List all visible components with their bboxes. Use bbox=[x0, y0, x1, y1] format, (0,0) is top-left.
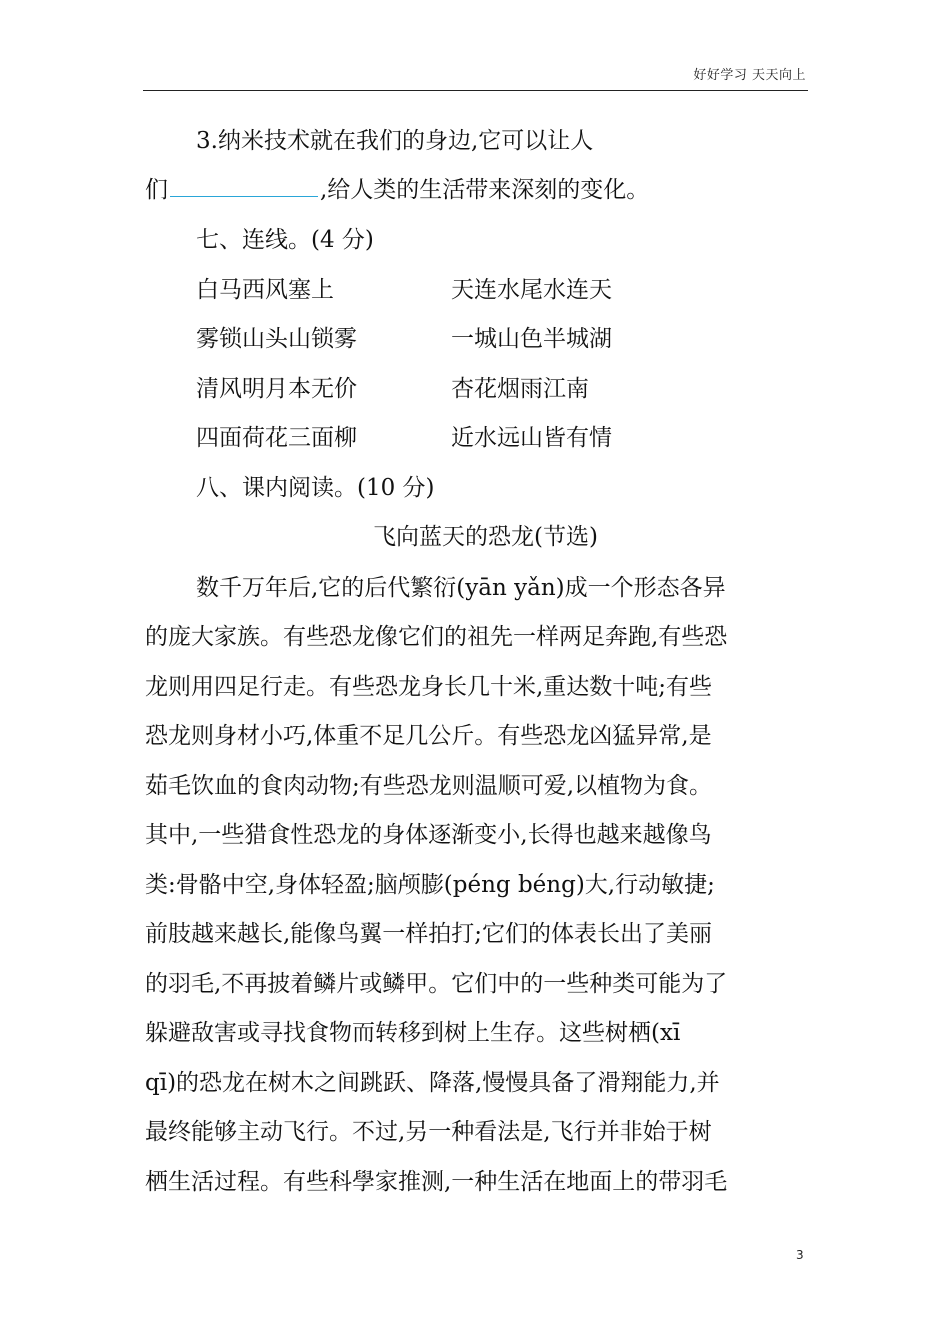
question-3-line-1: 3.纳米技术就在我们的身边,它可以让人 bbox=[196, 128, 594, 154]
match-right-item: 天连水尾水连天 bbox=[451, 277, 612, 303]
passage-line: 的羽毛,不再披着鳞片或鳞甲。它们中的一些种类可能为了 bbox=[145, 971, 728, 997]
match-left-item: 四面荷花三面柳 bbox=[196, 425, 357, 451]
match-right-item: 近水远山皆有情 bbox=[451, 425, 612, 451]
header-motto: 好好学习 天天向上 bbox=[693, 68, 806, 83]
match-right-item: 一城山色半城湖 bbox=[451, 326, 612, 352]
passage-line: 的庞大家族。有些恐龙像它们的祖先一样两足奔跑,有些恐 bbox=[145, 624, 728, 650]
match-left-item: 白马西风塞上 bbox=[196, 277, 334, 303]
section-8-title: 八、课内阅读。(10 分) bbox=[196, 475, 435, 501]
passage-line: 最终能够主动飞行。不过,另一种看法是,飞行并非始于树 bbox=[145, 1119, 712, 1145]
match-left-item: 雾锁山头山锁雾 bbox=[196, 326, 357, 352]
question-3-prefix: 们 bbox=[145, 177, 168, 203]
page-header bbox=[143, 0, 808, 91]
passage-line: 前肢越来越长,能像鸟翼一样拍打;它们的体表长出了美丽 bbox=[145, 921, 713, 947]
question-3-line-2 bbox=[145, 175, 649, 205]
passage-line: 躲避敌害或寻找食物而转移到树上生存。这些树栖(xī bbox=[145, 1020, 681, 1046]
match-left-item: 清风明月本无价 bbox=[196, 376, 357, 402]
passage-line: 其中,一些猎食性恐龙的身体逐渐变小,长得也越来越像鸟 bbox=[145, 822, 712, 848]
passage-line: 栖生活过程。有些科學家推测,一种生活在地面上的带羽毛 bbox=[145, 1169, 728, 1195]
match-right-item: 杏花烟雨江南 bbox=[451, 376, 589, 402]
passage-line: 龙则用四足行走。有些恐龙身长几十米,重达数十吨;有些 bbox=[145, 674, 713, 700]
question-3-suffix: ,给人类的生活带来深刻的变化。 bbox=[320, 177, 650, 203]
section-7-title: 七、连线。(4 分) bbox=[196, 227, 374, 253]
passage-line: 恐龙则身材小巧,体重不足几公斤。有些恐龙凶猛异常,是 bbox=[145, 723, 712, 749]
page-number: 3 bbox=[796, 1248, 804, 1262]
passage-title: 飞向蓝天的恐龙(节选) bbox=[373, 524, 598, 550]
passage-line: 类:骨骼中空,身体轻盈;脑颅膨(péng béng)大,行动敏捷; bbox=[145, 872, 715, 898]
passage-line: 数千万年后,它的后代繁衍(yān yǎn)成一个形态各异 bbox=[196, 575, 726, 601]
answer-blank[interactable] bbox=[170, 178, 318, 197]
passage-line: 茹毛饮血的食肉动物;有些恐龙则温顺可爱,以植物为食。 bbox=[145, 773, 713, 799]
passage-line: qī)的恐龙在树木之间跳跃、降落,慢慢具备了滑翔能力,并 bbox=[145, 1070, 720, 1096]
